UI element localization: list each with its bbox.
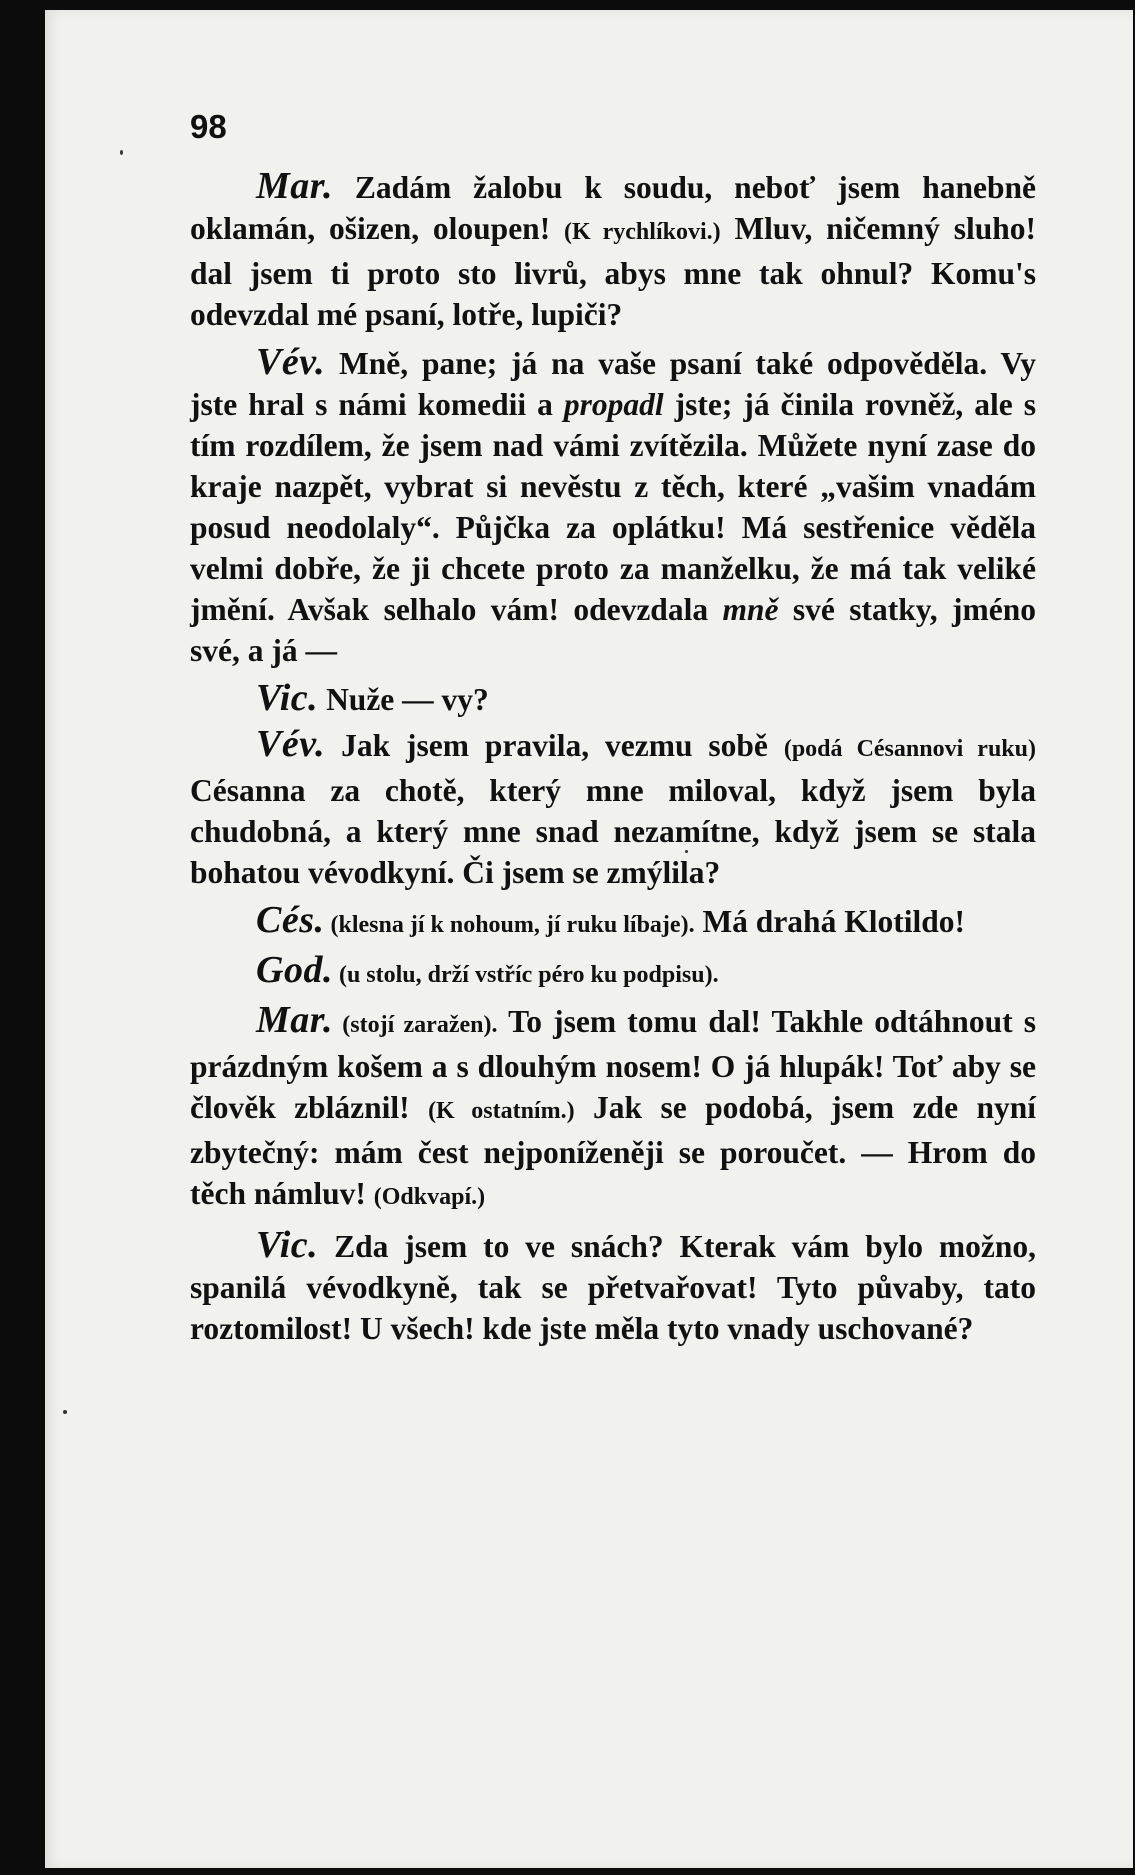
dialogue-text: Mluv, ničemný sluho! dal jsem ti proto sto livrů, abys mne tak ohnul? Komu's odevzdal mé psaní, lotře, lupiči?	[190, 211, 1037, 332]
body-text	[190, 166, 1036, 1356]
paragraph-god-1	[190, 950, 1036, 996]
emphasized-word: mně	[722, 592, 779, 627]
paragraph-mar-2	[190, 1000, 1036, 1218]
dialogue-text: Zda jsem to ve snách? Kterak vám bylo možno, spanilá vévodkyně, tak se přetvařovat! Tyto půvaby, tato roztomilost! U všech! kde jste měla tyto vnady uschované?	[190, 1229, 1036, 1346]
dialogue-text: své statky, jméno své, a já —	[190, 592, 1036, 668]
paragraph-vic-2	[190, 1225, 1036, 1349]
paragraph-ces-1	[190, 900, 1036, 946]
dialogue-text: Césanna za chotě, který mne miloval, když jsem byla chudobná, a který mne snad nezamítne, když jsem se stala bohatou vévodkyní. Či jsem se zmýlila?	[190, 773, 1036, 890]
dialogue-text: Jak se podobá, jsem zde nyní zbytečný: mám čest nejponíženěji se poroučet. — Hrom do těch námluv!	[190, 1090, 1037, 1211]
stage-direction: (u stolu, drží vstříc péro ku podpisu).	[332, 962, 719, 988]
paragraph-vev-2	[190, 724, 1036, 893]
dust-speck	[63, 1410, 67, 1414]
emphasized-word: propadl	[563, 387, 664, 422]
dialogue-text: To jsem tomu dal! Takhle odtáhnout s prázdným košem a s dlouhým nosem! O já hlupák! Toť aby se člověk zbláznil!	[190, 1004, 1036, 1125]
paragraph-vev-1	[190, 342, 1036, 671]
dialogue-text: Jak jsem pravila, vezmu sobě	[325, 728, 784, 763]
stage-direction: (stojí zaražen).	[332, 1012, 498, 1038]
stage-direction: (podá Césannovi ruku)	[783, 736, 1036, 762]
dialogue-text: Mně, pane; já na vaše psaní také odpověděla. Vy jste hral s námi komedii a	[190, 346, 1036, 422]
dialogue-text: Má drahá Klotildo!	[694, 904, 965, 939]
dust-speck	[120, 150, 123, 155]
stage-direction: (Odkvapí.)	[373, 1184, 486, 1210]
stage-direction: (K rychlíkovi.)	[564, 219, 721, 245]
page-number: 98	[190, 108, 227, 145]
speaker-name: Vic.	[256, 1224, 319, 1266]
speaker-name: God.	[256, 949, 333, 991]
stage-direction: (klesna jí k nohoum, jí ruku líbaje).	[324, 912, 695, 938]
paragraph-mar-1	[190, 166, 1036, 335]
speaker-name: Cés.	[256, 899, 325, 941]
speaker-name: Mar.	[256, 165, 333, 207]
speaker-name: Mar.	[256, 999, 333, 1041]
dialogue-text: Nuže — vy?	[318, 682, 489, 717]
speaker-name: Vév.	[256, 341, 326, 383]
speaker-name: Vév.	[256, 723, 326, 765]
dialogue-text: jste; já činila rovněž, ale s tím rozdílem, že jsem nad vámi zvítězila. Můžete nyní zase do kraje nazpět, vybrat si nevěstu z těch, které „vašim vnadám posud neodolaly“. Půjčka za oplátku! Má sestřenice věděla velmi dobře, že ji chcete proto za manželku, že má tak veliké jmění. Avšak selhalo vám! odevzdala	[190, 387, 1036, 627]
speaker-name: Vic.	[256, 677, 319, 719]
stage-direction: (K ostatním.)	[428, 1098, 575, 1124]
dialogue-text: Zadám žalobu k soudu, neboť jsem hanebně oklamán, ošizen, oloupen!	[190, 170, 1036, 246]
paragraph-vic-1	[190, 678, 1036, 720]
